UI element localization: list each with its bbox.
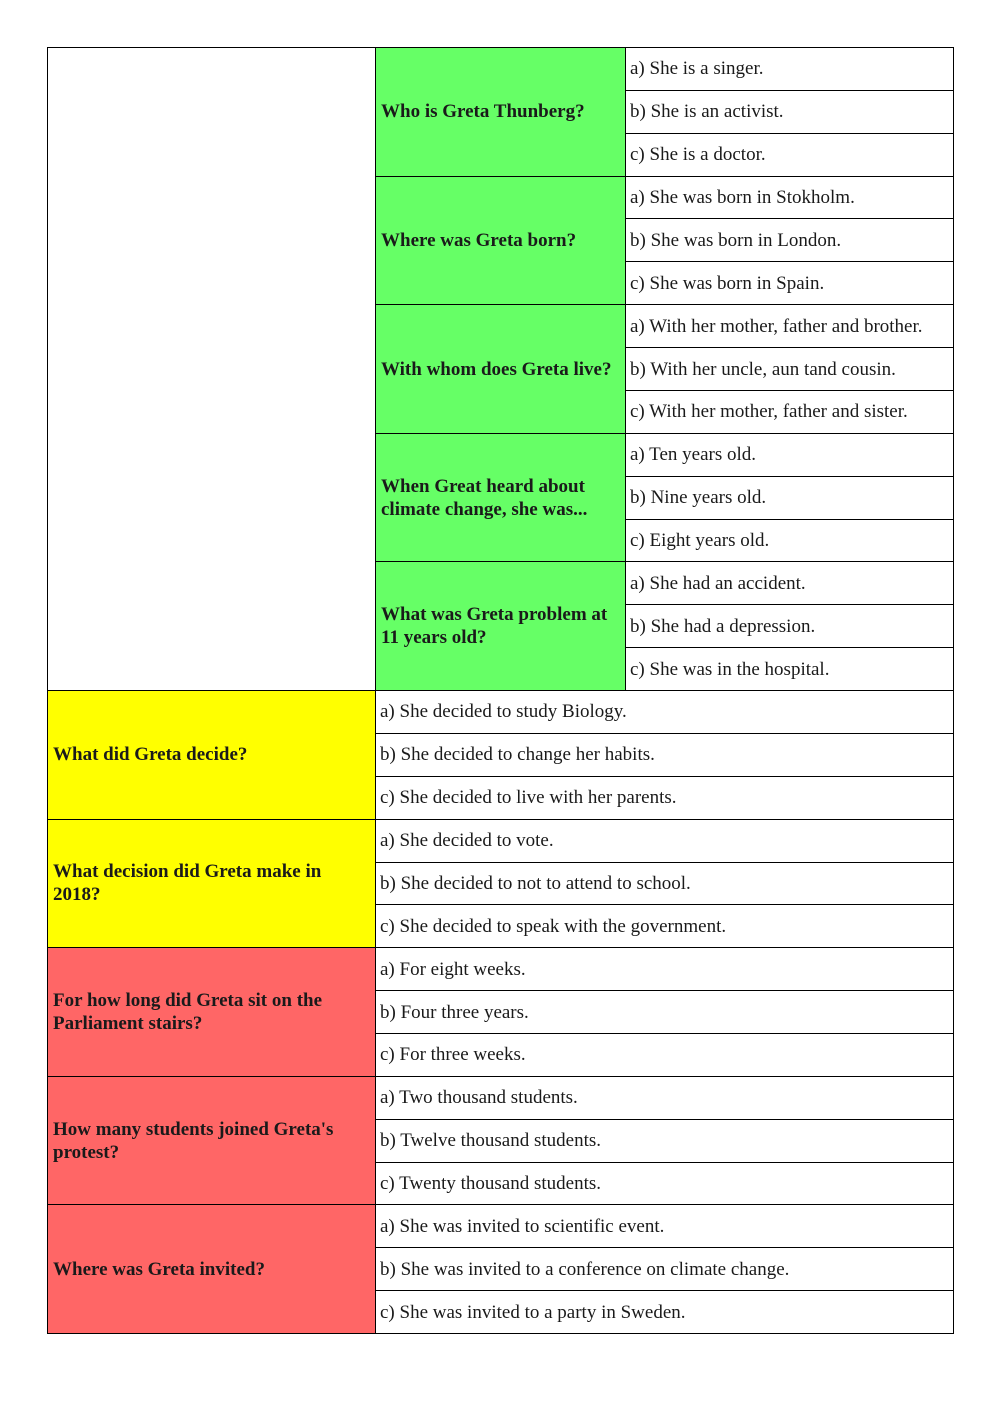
answer-option[interactable] xyxy=(375,1290,954,1334)
answer-option[interactable] xyxy=(375,904,954,948)
answer-option-text: b) With her uncle, aun tand cousin. xyxy=(630,358,896,380)
answer-option-text: a) She decided to study Biology. xyxy=(380,701,627,723)
answer-option[interactable] xyxy=(625,647,954,691)
answer-option-text: a) She had an accident. xyxy=(630,572,806,594)
answer-option-text: b) Four three years. xyxy=(380,1001,529,1023)
answer-option-text: c) She is a doctor. xyxy=(630,144,766,166)
question-cell xyxy=(375,176,626,306)
answer-option[interactable] xyxy=(625,90,954,134)
answer-option-text: c) She was in the hospital. xyxy=(630,658,830,680)
question-cell-text: What was Greta problem at 11 years old? xyxy=(381,604,608,649)
question-cell-text: Where was Greta invited? xyxy=(53,1258,265,1280)
answer-option-text: c) She was invited to a party in Sweden. xyxy=(380,1301,686,1323)
answer-option-text: b) She decided to not to attend to school. xyxy=(380,872,691,894)
question-cell xyxy=(47,1204,376,1334)
answer-option-text: a) For eight weeks. xyxy=(380,958,526,980)
answer-option-text: c) She decided to speak with the government. xyxy=(380,915,727,937)
answer-option-text: b) She was invited to a conference on climate change. xyxy=(380,1258,790,1280)
answer-option[interactable] xyxy=(375,862,954,906)
answer-option[interactable] xyxy=(375,947,954,991)
question-cell xyxy=(47,947,376,1077)
answer-option-text: a) She decided to vote. xyxy=(380,830,554,852)
question-cell xyxy=(375,47,626,177)
question-cell-text: What did Greta decide? xyxy=(53,744,248,766)
answer-option[interactable] xyxy=(375,733,954,777)
answer-option-text: b) She is an activist. xyxy=(630,101,784,123)
answer-option[interactable] xyxy=(625,604,954,648)
answer-option[interactable] xyxy=(375,819,954,863)
answer-option-text: c) For three weeks. xyxy=(380,1044,526,1066)
answer-option-text: a) Two thousand students. xyxy=(380,1087,578,1109)
answer-option[interactable] xyxy=(375,1076,954,1120)
blank-cell xyxy=(47,47,376,691)
answer-option[interactable] xyxy=(375,1204,954,1248)
question-cell xyxy=(47,1076,376,1206)
answer-option[interactable] xyxy=(625,218,954,262)
question-cell xyxy=(47,690,376,820)
answer-option[interactable] xyxy=(375,690,954,734)
answer-option[interactable] xyxy=(625,519,954,563)
answer-option[interactable] xyxy=(375,1033,954,1077)
answer-option-text: a) She was born in Stokholm. xyxy=(630,187,855,209)
question-cell-text: Who is Greta Thunberg? xyxy=(381,101,585,123)
question-cell-text: For how long did Greta sit on the Parliament stairs? xyxy=(53,990,323,1035)
answer-option-text: c) She decided to live with her parents. xyxy=(380,787,677,809)
answer-option[interactable] xyxy=(625,433,954,477)
answer-option-text: c) Twenty thousand students. xyxy=(380,1173,602,1195)
answer-option-text: b) She was born in London. xyxy=(630,229,842,251)
answer-option[interactable] xyxy=(625,561,954,605)
answer-option-text: b) She decided to change her habits. xyxy=(380,744,655,766)
question-cell-text: Where was Greta born? xyxy=(381,229,577,251)
answer-option[interactable] xyxy=(375,776,954,820)
answer-option[interactable] xyxy=(625,304,954,348)
answer-option[interactable] xyxy=(625,133,954,177)
answer-option-text: a) She was invited to scientific event. xyxy=(380,1215,665,1237)
answer-option-text: c) She was born in Spain. xyxy=(630,272,825,294)
answer-option-text: b) Nine years old. xyxy=(630,487,767,509)
answer-option[interactable] xyxy=(625,47,954,91)
question-cell xyxy=(375,561,626,691)
answer-option[interactable] xyxy=(625,176,954,220)
answer-option-text: b) Twelve thousand students. xyxy=(380,1130,602,1152)
quiz-table xyxy=(47,47,953,1333)
answer-option[interactable] xyxy=(625,476,954,520)
question-cell xyxy=(375,433,626,563)
answer-option[interactable] xyxy=(375,1162,954,1206)
question-cell-text: How many students joined Greta's protest? xyxy=(53,1118,334,1163)
answer-option[interactable] xyxy=(625,390,954,434)
question-cell-text: With whom does Greta live? xyxy=(381,358,612,380)
answer-option-text: b) She had a depression. xyxy=(630,615,816,637)
answer-option[interactable] xyxy=(375,1247,954,1291)
question-cell-text: When Great heard about climate change, she was... xyxy=(381,475,588,520)
question-cell xyxy=(47,819,376,949)
question-cell xyxy=(375,304,626,434)
answer-option[interactable] xyxy=(375,990,954,1034)
answer-option[interactable] xyxy=(375,1119,954,1163)
question-cell-text: What decision did Greta make in 2018? xyxy=(53,861,322,906)
answer-option-text: c) Eight years old. xyxy=(630,529,770,551)
answer-option[interactable] xyxy=(625,347,954,391)
answer-option-text: a) She is a singer. xyxy=(630,58,764,80)
answer-option[interactable] xyxy=(625,261,954,305)
answer-option-text: c) With her mother, father and sister. xyxy=(630,401,908,423)
answer-option-text: a) Ten years old. xyxy=(630,444,756,466)
answer-option-text: a) With her mother, father and brother. xyxy=(630,315,923,337)
